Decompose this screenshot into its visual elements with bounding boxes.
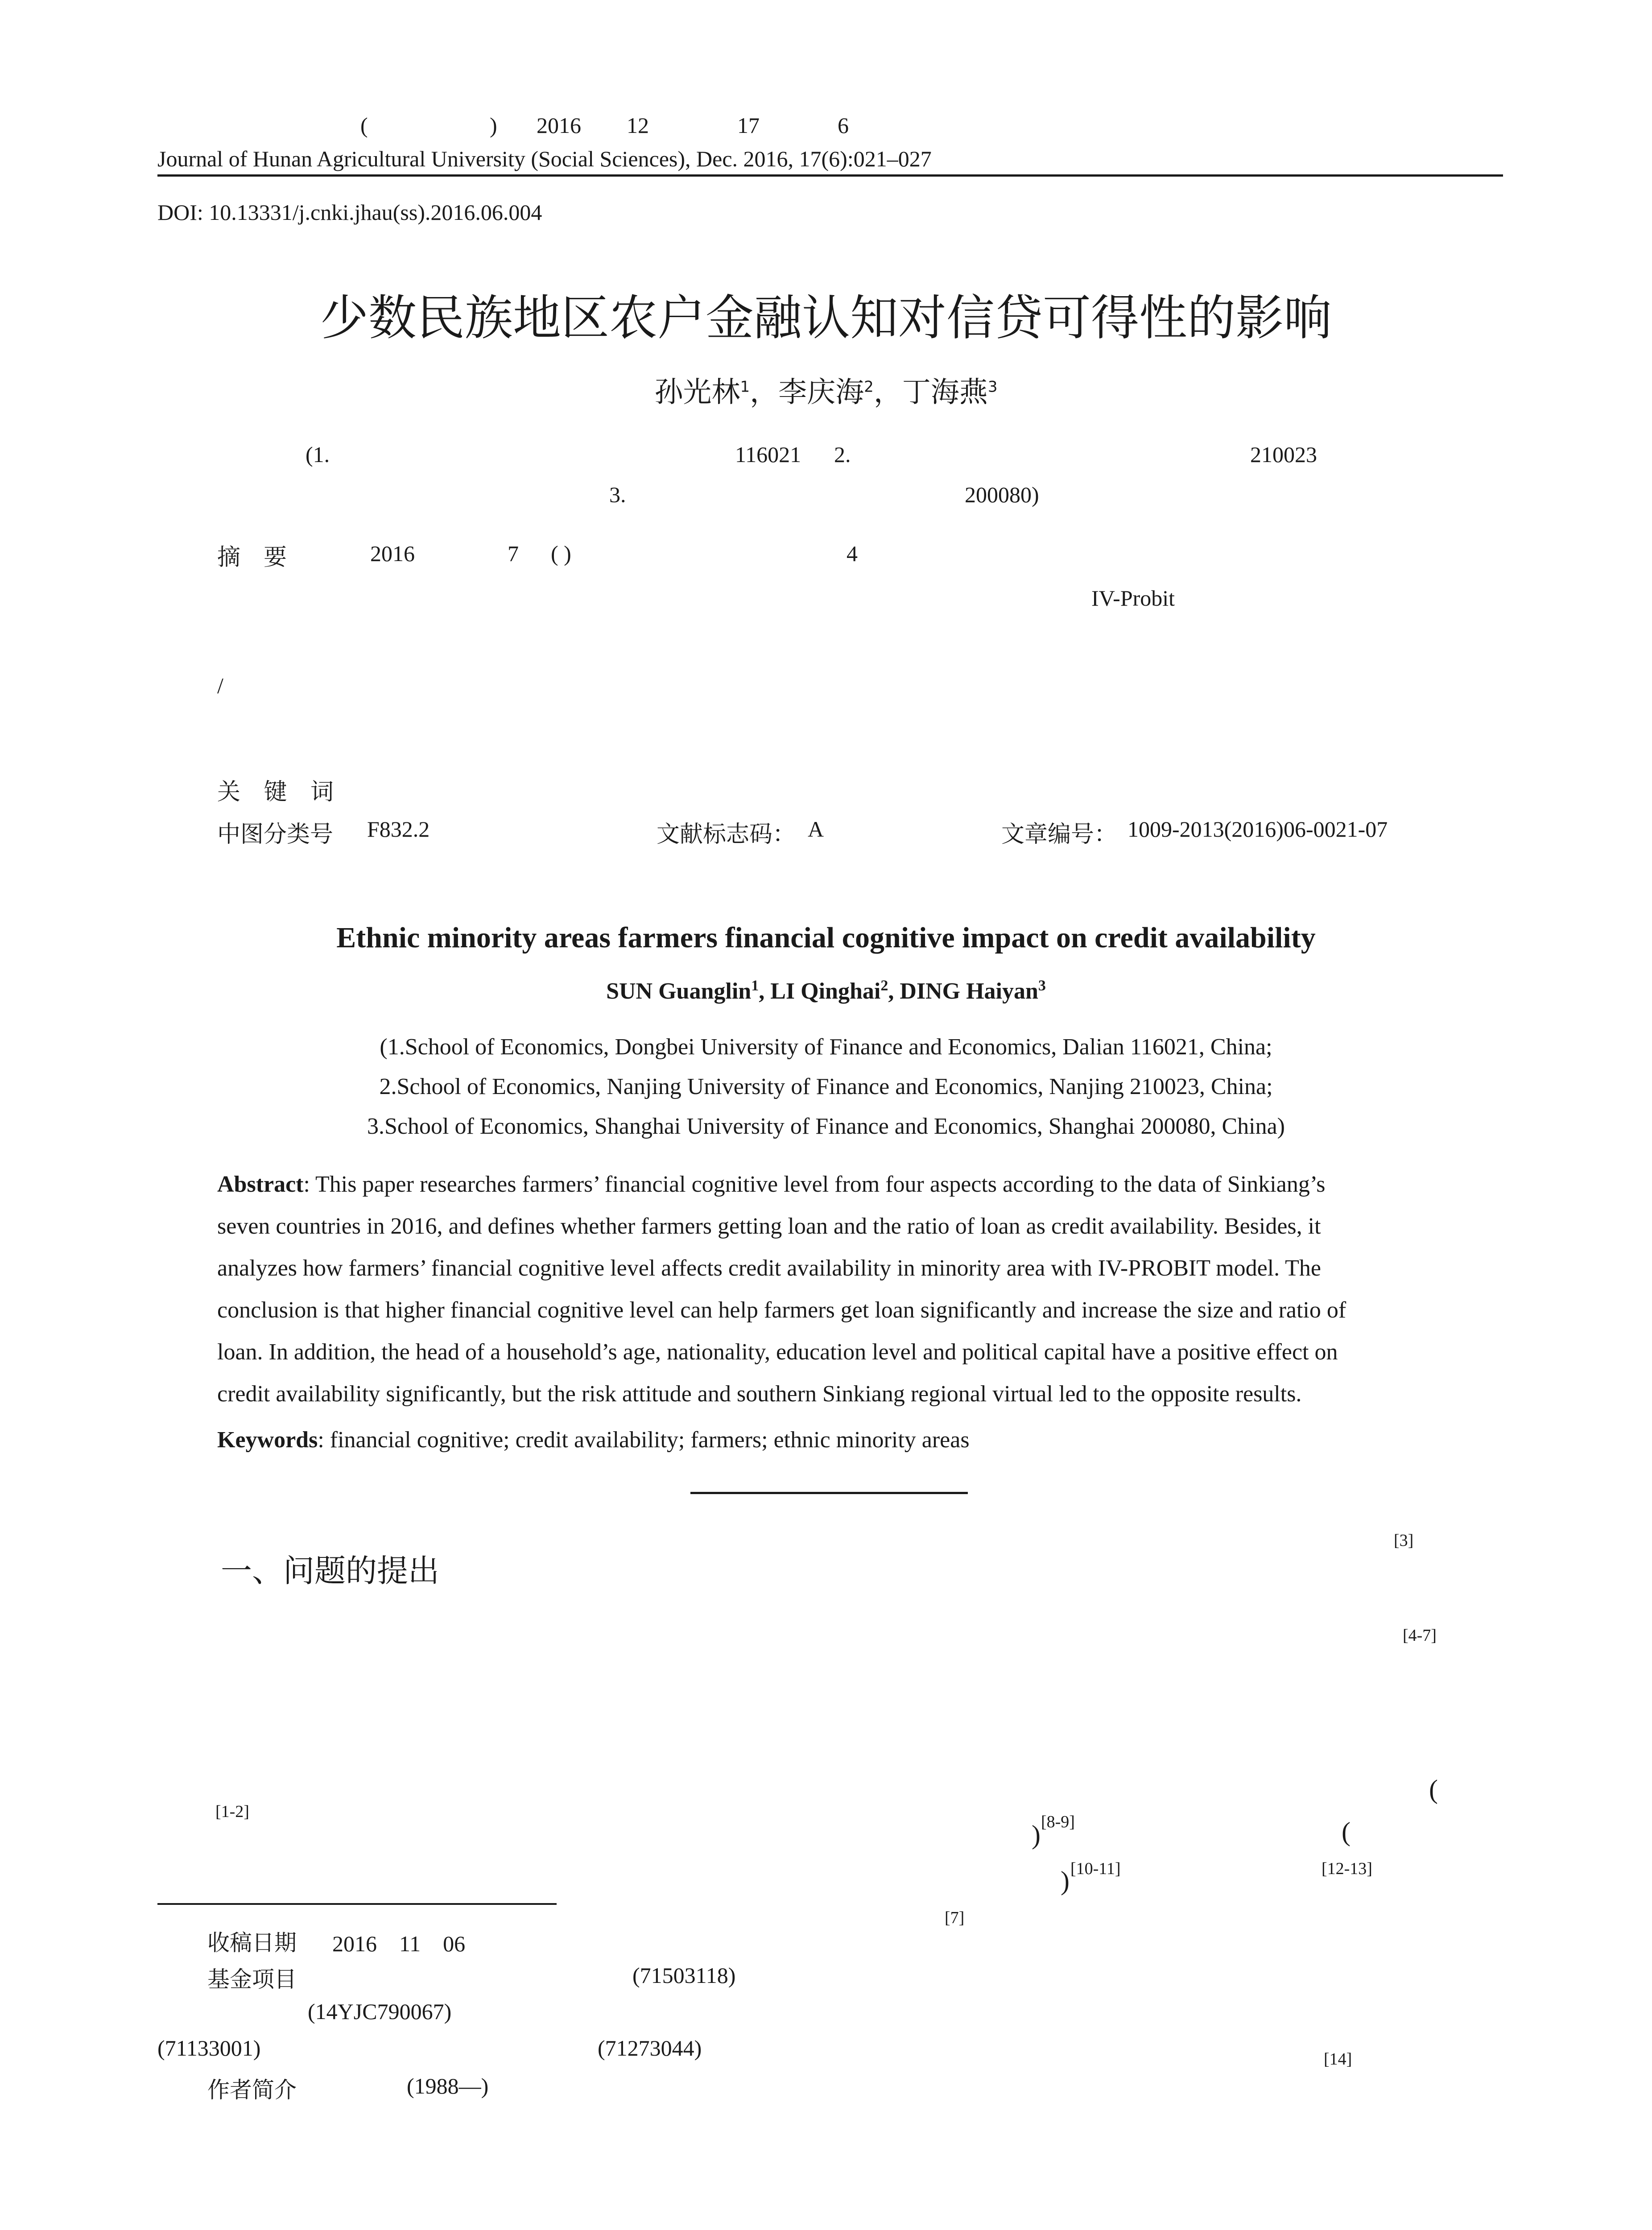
journal-cn-month: 12 (627, 113, 649, 138)
citation-ref[interactable]: [3] (1394, 1531, 1414, 1550)
journal-cn-issue: 6 (838, 113, 849, 138)
affiliation-en-1: (1.School of Economics, Dongbei University of Finance and Economics, Dalian 116021, China; (380, 1034, 1272, 1060)
author-en-1: SUN Guanglin (606, 979, 752, 1004)
fund-label: 基金项目 (207, 1966, 297, 1992)
received-label: 收稿日期 (207, 1930, 297, 1956)
affil-cn-3-postcode: 200080) (965, 482, 1039, 507)
fund-number: (71133001) (157, 2036, 261, 2061)
affil-cn-1-postcode: 116021 (735, 442, 801, 467)
fund-number: (14YJC790067) (308, 1999, 452, 2024)
journal-cn-close-paren: ) (490, 113, 497, 138)
author-cn-3: 丁海燕 (902, 376, 988, 409)
abstract-cn-paren: ( ) (551, 541, 571, 566)
affil-cn-2-postcode: 210023 (1250, 442, 1317, 467)
fund-number: (71273044) (598, 2036, 702, 2061)
authors-cn: 孙光林$^1$，李庆海$^2$，丁海燕$^3$ (654, 376, 998, 409)
citation-ref[interactable]: [14] (1324, 2050, 1352, 2069)
abstract-en-line: Abstract: This paper researches farmers’ financial cognitive level from four aspects according to the data of Sinkiang’s (217, 1172, 1326, 1197)
affiliation-en-3: 3.School of Economics, Shanghai University of Finance and Economics, Shanghai 200080, China) (367, 1114, 1285, 1139)
affil-cn-3-label: 3. (609, 482, 626, 507)
author-cn-3-affil: 3 (987, 378, 998, 396)
keywords-en: Keywords: financial cognitive; credit availability; farmers; ethnic minority areas (217, 1427, 970, 1453)
paren-close: ) (1061, 1866, 1070, 1896)
journal-cn-year: 2016 (537, 113, 581, 138)
article-no-label: 文章编号： (1001, 821, 1118, 848)
affiliation-en-2: 2.School of Economics, Nanjing University of Finance and Economics, Nanjing 210023, China; (379, 1074, 1273, 1099)
abstract-cn-label: 摘 要 (217, 544, 287, 571)
abstract-cn-month: 7 (508, 541, 519, 566)
citation-ref[interactable]: [12-13] (1322, 1859, 1372, 1878)
author-cn-2: 李庆海 (778, 376, 864, 409)
header-rule (157, 174, 1503, 177)
clc-label: 中图分类号 (217, 821, 334, 848)
author-en-2: , LI Qinghai (759, 979, 881, 1004)
citation-ref[interactable]: [4-7] (1403, 1626, 1437, 1645)
authors-en: SUN Guanglin$^1$, LI Qinghai$^2$, DING Haiyan$^3$ (606, 977, 1046, 1004)
abstract-cn-year: 2016 (370, 541, 415, 566)
abstract-en-line: seven countries in 2016, and defines whether farmers getting loan and the ratio of loan as credit availability. Besides, it (217, 1214, 1321, 1239)
author-en-3: , DING Haiyan (888, 979, 1038, 1004)
journal-en-line: Journal of Hunan Agricultural University (Social Sciences), Dec. 2016, 17(6):021–027 (157, 146, 932, 171)
citation-ref[interactable]: [8-9] (1041, 1813, 1075, 1831)
author-cn-2-affil: 2 (864, 378, 874, 396)
abstract-en-label: Abstract (217, 1172, 304, 1197)
abstract-en-line: conclusion is that higher financial cognitive level can help farmers get loan significantly and increase the size and ratio of (217, 1297, 1346, 1323)
section-heading: 一、问题的提出 (221, 1553, 439, 1589)
doc-code-value: A (808, 817, 824, 842)
page-title: 少数民族地区农户金融认知对信贷可得性的影响 (320, 290, 1332, 346)
received-date: 2016 11 06 (332, 1931, 466, 1956)
affil-cn-2-label: 2. (834, 442, 851, 467)
author-birth-year: (1988—) (407, 2073, 489, 2098)
keywords-cn-label: 关 键 词 (217, 779, 342, 805)
journal-cn-open-paren: ( (360, 113, 368, 138)
abstract-cn-count: 4 (847, 541, 858, 566)
paren-close: ) (1032, 1820, 1041, 1850)
abstract-en-line: loan. In addition, the head of a household’s age, nationality, education level and political capital have a positive effect on (217, 1339, 1338, 1365)
journal-cn-volume: 17 (737, 113, 760, 138)
author-cn-1: 孙光林 (654, 376, 740, 409)
abstract-cn-slash: / (217, 673, 223, 698)
citation-ref[interactable]: [1-2] (215, 1802, 249, 1821)
abstract-en-line: credit availability significantly, but the risk attitude and southern Sinkiang regional virtual led to the opposite results. (217, 1381, 1302, 1407)
affil-cn-1-label: (1. (306, 442, 330, 467)
doi[interactable]: DOI: 10.13331/j.cnki.jhau(ss).2016.06.004 (157, 200, 542, 225)
paren-open: ( (1342, 1817, 1351, 1846)
author-bio-label: 作者简介 (207, 2077, 297, 2103)
abstract-en-line: analyzes how farmers’ financial cognitive level affects credit availability in minority area with IV-PROBIT model. The (217, 1255, 1322, 1281)
keywords-en-label: Keywords (217, 1427, 318, 1453)
paren-open: ( (1429, 1775, 1438, 1804)
english-title: Ethnic minority areas farmers financial cognitive impact on credit availability (336, 921, 1316, 954)
article-no-value: 1009-2013(2016)06-0021-07 (1127, 817, 1388, 842)
author-cn-1-affil: 1 (740, 378, 750, 396)
footnote-rule (157, 1903, 557, 1905)
clc-value: F832.2 (367, 817, 430, 842)
abstract-cn-model: IV-Probit (1091, 586, 1175, 611)
doc-code-label: 文献标志码： (657, 821, 796, 848)
citation-ref[interactable]: [7] (945, 1908, 965, 1927)
citation-ref[interactable]: [10-11] (1070, 1859, 1121, 1878)
separator-rule (690, 1492, 968, 1494)
fund-number: (71503118) (632, 1963, 736, 1988)
